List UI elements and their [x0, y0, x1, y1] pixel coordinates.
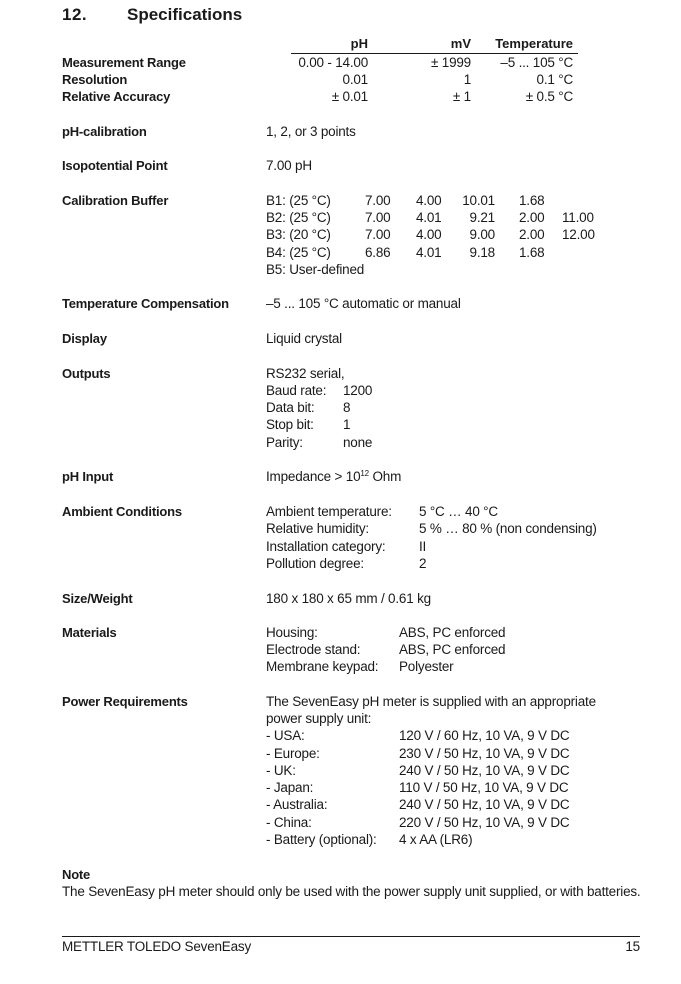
footer-brand: METTLER TOLEDO SevenEasy	[62, 939, 252, 954]
buffer-name: B2: (25 °C)	[266, 210, 331, 225]
power-value: 220 V / 50 Hz, 10 VA, 9 V DC	[399, 815, 570, 830]
size-weight-value: 180 x 180 x 65 mm / 0.61 kg	[266, 591, 431, 606]
output-value: none	[343, 435, 373, 450]
col-header-temperature: Temperature	[495, 36, 573, 51]
power-value: 120 V / 60 Hz, 10 VA, 9 V DC	[399, 728, 570, 743]
material-key: Membrane keypad:	[266, 659, 379, 674]
row-label: Measurement Range	[62, 55, 186, 70]
output-key: Data bit:	[266, 400, 315, 415]
cell: 7.00	[365, 193, 391, 208]
ambient-value: 5 % … 80 % (non condensing)	[419, 521, 597, 536]
ph-input-suffix: Ohm	[368, 469, 402, 484]
power-value: 4 x AA (LR6)	[399, 832, 473, 847]
cell: ± 0.01	[331, 89, 368, 104]
cell: 4.00	[416, 193, 442, 208]
output-value: 1	[343, 417, 351, 432]
cell: 9.18	[469, 245, 495, 260]
page-number: 15	[625, 939, 640, 954]
outputs-label: Outputs	[62, 366, 111, 381]
calibration-buffer-label: Calibration Buffer	[62, 193, 169, 208]
output-key: Stop bit:	[266, 417, 314, 432]
material-key: Housing:	[266, 625, 318, 640]
power-key: - China:	[266, 815, 312, 830]
header-divider	[291, 53, 578, 54]
power-key: - Battery (optional):	[266, 832, 377, 847]
temp-compensation-label: Temperature Compensation	[62, 296, 229, 311]
col-header-mv: mV	[450, 36, 471, 51]
materials-label: Materials	[62, 625, 117, 640]
power-key: - Europe:	[266, 746, 320, 761]
ph-input-label: pH Input	[62, 469, 114, 484]
cell: 0.00 - 14.00	[298, 55, 368, 70]
section-title: Specifications	[127, 5, 243, 24]
cell: 12.00	[562, 227, 595, 242]
ambient-value: 2	[419, 556, 427, 571]
ph-calibration-value: 1, 2, or 3 points	[266, 124, 356, 139]
ambient-label: Ambient Conditions	[62, 504, 182, 519]
cell: 4.01	[416, 210, 442, 225]
buffer-user-defined: B5: User-defined	[266, 262, 365, 277]
outputs-intro: RS232 serial,	[266, 366, 345, 381]
material-value: ABS, PC enforced	[399, 642, 506, 657]
size-weight-label: Size/Weight	[62, 591, 133, 606]
cell: 4.01	[416, 245, 442, 260]
power-label: Power Requirements	[62, 694, 188, 709]
cell: ± 1999	[431, 55, 471, 70]
ambient-key: Pollution degree:	[266, 556, 364, 571]
cell: 6.86	[365, 245, 391, 260]
cell: ± 0.5 °C	[525, 89, 573, 104]
buffer-name: B4: (25 °C)	[266, 245, 331, 260]
output-key: Baud rate:	[266, 383, 327, 398]
ph-input-prefix: Impedance > 10	[266, 469, 361, 484]
power-value: 240 V / 50 Hz, 10 VA, 9 V DC	[399, 763, 570, 778]
footer-divider	[62, 936, 640, 937]
cell: 7.00	[365, 227, 391, 242]
ph-calibration-label: pH-calibration	[62, 124, 147, 139]
ambient-value: II	[419, 539, 427, 554]
cell: 0.01	[342, 72, 368, 87]
power-value: 110 V / 50 Hz, 10 VA, 9 V DC	[399, 780, 569, 795]
row-label: Resolution	[62, 72, 128, 87]
power-value: 230 V / 50 Hz, 10 VA, 9 V DC	[399, 746, 570, 761]
ph-input-value	[266, 469, 401, 484]
ambient-key: Relative humidity:	[266, 521, 369, 536]
section-number: 12.	[62, 5, 88, 24]
power-value: 240 V / 50 Hz, 10 VA, 9 V DC	[399, 797, 570, 812]
cell: 9.00	[469, 227, 495, 242]
power-intro-line2: power supply unit:	[266, 711, 372, 726]
output-key: Parity:	[266, 435, 303, 450]
ambient-key: Ambient temperature:	[266, 504, 392, 519]
buffer-name: B1: (25 °C)	[266, 193, 331, 208]
cell: 1.68	[519, 193, 545, 208]
cell: 1	[463, 72, 471, 87]
material-key: Electrode stand:	[266, 642, 361, 657]
cell: 0.1 °C	[536, 72, 573, 87]
power-key: - Japan:	[266, 780, 314, 795]
display-value: Liquid crystal	[266, 331, 342, 346]
ambient-value: 5 °C … 40 °C	[419, 504, 498, 519]
material-value: ABS, PC enforced	[399, 625, 506, 640]
cell: 11.00	[562, 210, 594, 225]
isopotential-value: 7.00 pH	[266, 158, 312, 173]
power-key: - Australia:	[266, 797, 328, 812]
power-key: - UK:	[266, 763, 296, 778]
output-value: 1200	[343, 383, 373, 398]
output-value: 8	[343, 400, 351, 415]
cell: 9.21	[469, 210, 495, 225]
cell: 2.00	[519, 227, 545, 242]
ambient-key: Installation category:	[266, 539, 386, 554]
cell: 1.68	[519, 245, 545, 260]
isopotential-label: Isopotential Point	[62, 158, 168, 173]
power-intro-line1: The SevenEasy pH meter is supplied with an appropriate	[266, 694, 596, 709]
cell: –5 ... 105 °C	[500, 55, 573, 70]
note-text: The SevenEasy pH meter should only be used with the power supply unit supplied, or with batteries.	[62, 884, 641, 899]
cell: 4.00	[416, 227, 442, 242]
cell: ± 1	[452, 89, 471, 104]
display-label: Display	[62, 331, 107, 346]
row-label: Relative Accuracy	[62, 89, 171, 104]
note-title: Note	[62, 867, 91, 882]
material-value: Polyester	[399, 659, 454, 674]
col-header-ph: pH	[350, 36, 368, 51]
temp-compensation-value: –5 ... 105 °C automatic or manual	[266, 296, 461, 311]
cell: 7.00	[365, 210, 391, 225]
cell: 10.01	[462, 193, 495, 208]
ph-input-exponent: 12	[360, 469, 369, 478]
power-key: - USA:	[266, 728, 305, 743]
buffer-name: B3: (20 °C)	[266, 227, 331, 242]
cell: 2.00	[519, 210, 545, 225]
